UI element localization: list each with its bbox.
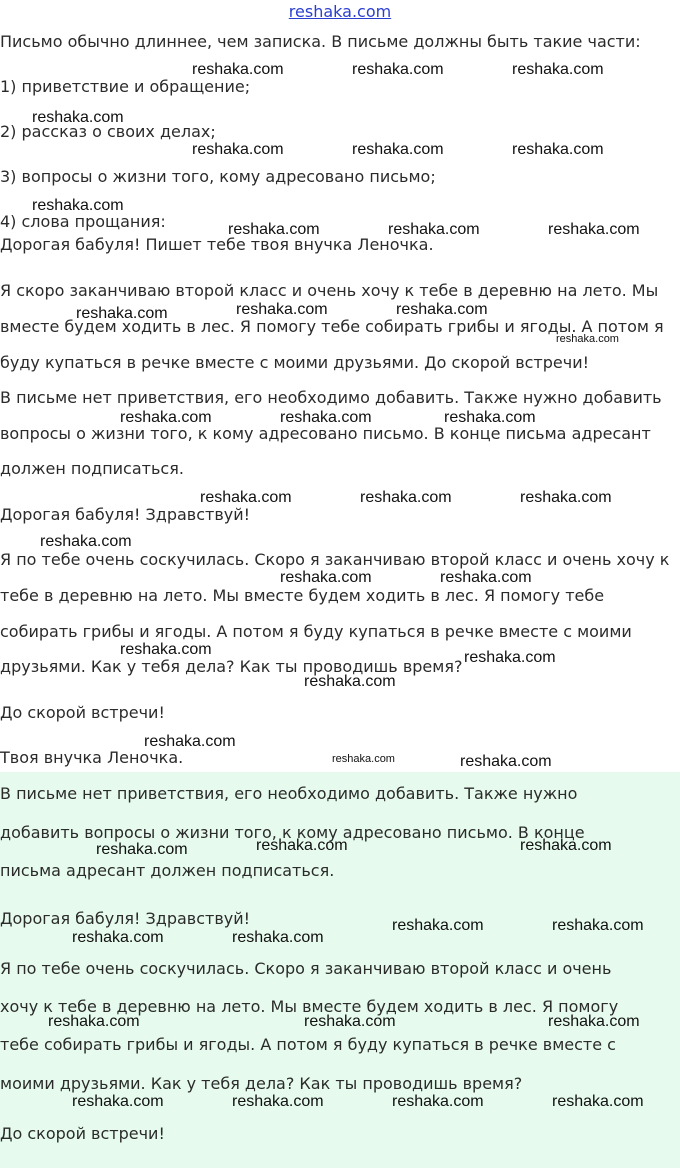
answer-line-3: письма адресант должен подписаться. xyxy=(0,861,335,880)
watermark: reshaka.com xyxy=(304,673,396,690)
watermark: reshaka.com xyxy=(120,409,212,426)
watermark: reshaka.com xyxy=(512,141,604,158)
watermark: reshaka.com xyxy=(76,305,168,322)
answer-line-5: Я по тебе очень соскучилась. Скоро я заканчиваю второй класс и очень xyxy=(0,959,612,978)
watermark: reshaka.com xyxy=(40,533,132,550)
intro-part-1: 1) приветствие и обращение; xyxy=(0,77,251,96)
watermark: reshaka.com xyxy=(232,929,324,946)
watermark: reshaka.com xyxy=(392,1093,484,1110)
watermark: reshaka.com xyxy=(236,301,328,318)
watermark: reshaka.com xyxy=(48,1013,140,1030)
answer-line-6: хочу к тебе в деревню на лето. Мы вместе будем ходить в лес. Я помогу xyxy=(0,997,619,1016)
watermark: reshaka.com xyxy=(304,1013,396,1030)
answer-line-7: тебе собирать грибы и ягоды. А потом я буду купаться в речке вместе с xyxy=(0,1035,616,1054)
watermark: reshaka.com xyxy=(440,569,532,586)
watermark: reshaka.com xyxy=(256,837,348,854)
watermark: reshaka.com xyxy=(32,109,124,126)
intro-part-4: 4) слова прощания: xyxy=(0,212,166,231)
watermark: reshaka.com xyxy=(460,753,552,770)
watermark: reshaka.com xyxy=(388,221,480,238)
watermark: reshaka.com xyxy=(280,409,372,426)
watermark: reshaka.com xyxy=(200,489,292,506)
corrected-letter-line-6: До скорой встречи! xyxy=(0,703,165,722)
corrected-letter-line-2: Я по тебе очень соскучилась. Скоро я заканчиваю второй класс и очень хочу к xyxy=(0,550,670,569)
original-letter-line-2: Я скоро заканчиваю второй класс и очень хочу к тебе в деревню на лето. Мы xyxy=(0,281,659,300)
watermark: reshaka.com xyxy=(464,649,556,666)
watermark: reshaka.com xyxy=(548,221,640,238)
corrected-letter-line-3: тебе в деревню на лето. Мы вместе будем ходить в лес. Я помогу тебе xyxy=(0,586,605,605)
watermark: reshaka.com xyxy=(352,141,444,158)
corrected-letter-line-5: друзьями. Как у тебя дела? Как ты проводишь время? xyxy=(0,657,463,676)
watermark: reshaka.com xyxy=(360,489,452,506)
watermark: reshaka.com xyxy=(72,929,164,946)
watermark: reshaka.com xyxy=(556,333,619,345)
answer-line-8: моими друзьями. Как у тебя дела? Как ты проводишь время? xyxy=(0,1074,523,1093)
watermark: reshaka.com xyxy=(280,569,372,586)
watermark: reshaka.com xyxy=(396,301,488,318)
intro-part-3: 3) вопросы о жизни того, кому адресовано письмо; xyxy=(0,167,436,186)
answer-line-2: добавить вопросы о жизни того, к кому адресовано письмо. В конце xyxy=(0,823,585,842)
analysis-line-3: должен подписаться. xyxy=(0,459,184,478)
watermark: reshaka.com xyxy=(232,1093,324,1110)
original-letter-line-3: вместе будем ходить в лес. Я помогу тебе собирать грибы и ягоды. А потом я xyxy=(0,317,664,336)
intro-part-2: 2) рассказ о своих делах; xyxy=(0,122,216,141)
answer-line-1: В письме нет приветствия, его необходимо добавить. Также нужно xyxy=(0,784,578,803)
watermark: reshaka.com xyxy=(352,61,444,78)
watermark: reshaka.com xyxy=(96,841,188,858)
watermark: reshaka.com xyxy=(444,409,536,426)
watermark: reshaka.com xyxy=(144,733,236,750)
site-header-link[interactable]: reshaka.com xyxy=(288,2,392,21)
watermark: reshaka.com xyxy=(32,197,124,214)
original-letter-line-4: буду купаться в речке вместе с моими друзьями. До скорой встречи! xyxy=(0,353,590,372)
corrected-letter-line-4: собирать грибы и ягоды. А потом я буду купаться в речке вместе с моими xyxy=(0,622,632,641)
watermark: reshaka.com xyxy=(120,641,212,658)
watermark: reshaka.com xyxy=(192,141,284,158)
watermark: reshaka.com xyxy=(332,753,395,765)
intro-lead: Письмо обычно длиннее, чем записка. В письме должны быть такие части: xyxy=(0,32,641,51)
corrected-letter-line-1: Дорогая бабуля! Здравствуй! xyxy=(0,505,251,524)
watermark: reshaka.com xyxy=(228,221,320,238)
answer-line-9: До скорой встречи! xyxy=(0,1124,165,1143)
watermark: reshaka.com xyxy=(552,1093,644,1110)
analysis-line-1: В письме нет приветствия, его необходимо добавить. Также нужно добавить xyxy=(0,388,662,407)
watermark: reshaka.com xyxy=(552,917,644,934)
answer-line-4: Дорогая бабуля! Здравствуй! xyxy=(0,909,251,928)
original-letter-line-1: Дорогая бабуля! Пишет тебе твоя внучка Леночка. xyxy=(0,235,434,254)
watermark: reshaka.com xyxy=(512,61,604,78)
watermark: reshaka.com xyxy=(548,1013,640,1030)
corrected-letter-line-7: Твоя внучка Леночка. xyxy=(0,748,184,767)
watermark: reshaka.com xyxy=(520,489,612,506)
watermark: reshaka.com xyxy=(72,1093,164,1110)
watermark: reshaka.com xyxy=(520,837,612,854)
watermark: reshaka.com xyxy=(392,917,484,934)
analysis-line-2: вопросы о жизни того, к кому адресовано письмо. В конце письма адресант xyxy=(0,424,651,443)
watermark: reshaka.com xyxy=(192,61,284,78)
